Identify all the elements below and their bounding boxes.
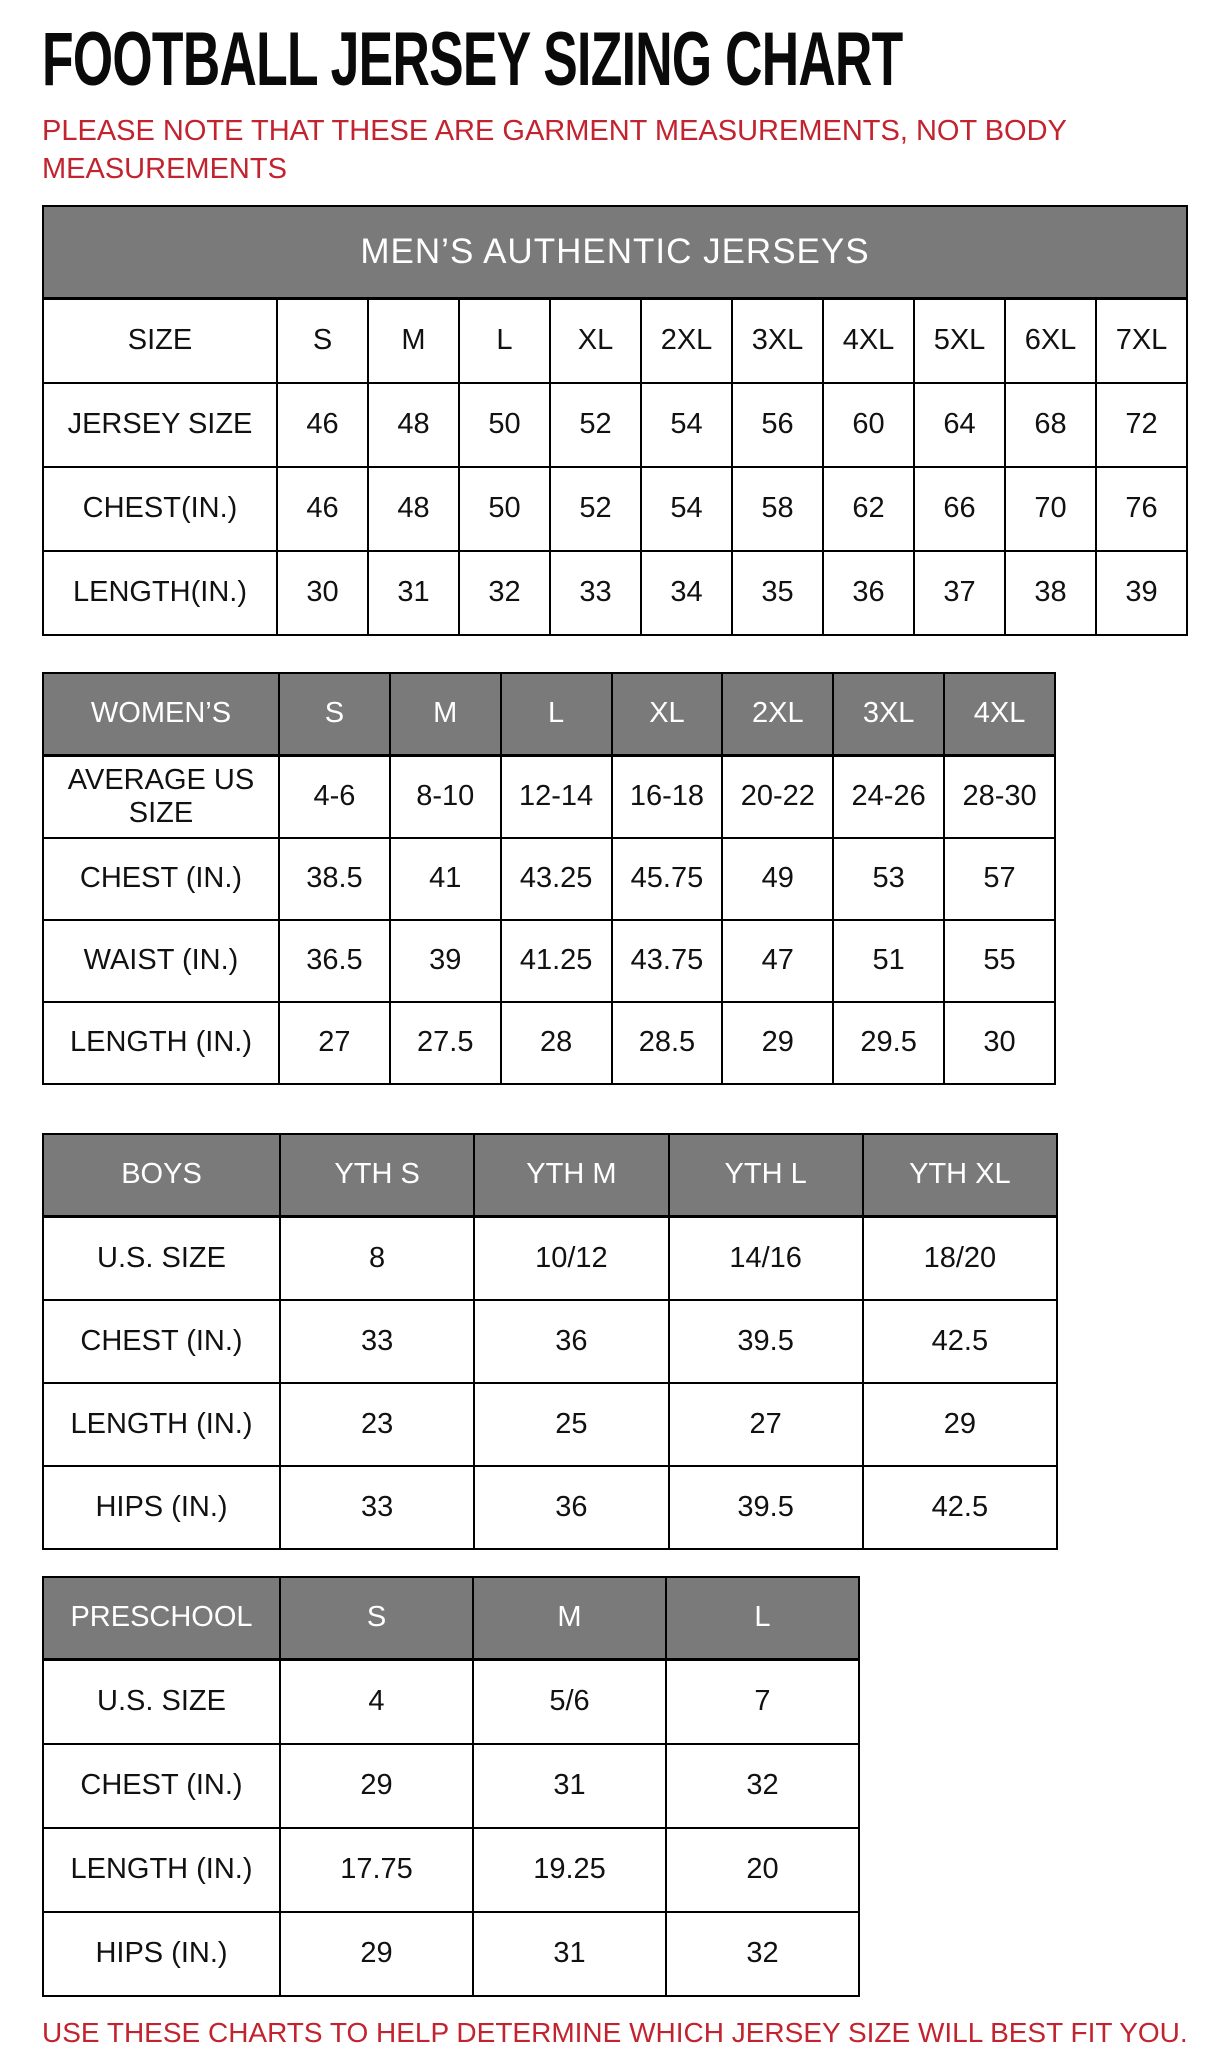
table-row: [43, 1466, 1057, 1549]
value-cell: 34: [641, 551, 732, 635]
value-cell: 14/16: [669, 1216, 863, 1300]
table-row: [43, 920, 1055, 1002]
page-title: FOOTBALL JERSEY SIZING CHART: [42, 17, 903, 102]
column-header: 2XL: [722, 673, 833, 756]
column-header: L: [501, 673, 612, 756]
column-header: 5XL: [914, 298, 1005, 383]
value-cell: 12-14: [501, 755, 612, 838]
value-cell: 36: [474, 1300, 668, 1383]
mens-table-container: [42, 205, 1192, 636]
table-row: [43, 1300, 1057, 1383]
womens-table: [42, 672, 1056, 1085]
row-label: HIPS (IN.): [43, 1912, 280, 1996]
womens-header-label: WOMEN’S: [43, 673, 279, 756]
column-header: YTH S: [280, 1134, 474, 1217]
garment-measurements-note: PLEASE NOTE THAT THESE ARE GARMENT MEASUREMENTS, NOT BODY MEASUREMENTS: [42, 115, 1067, 186]
value-cell: 33: [280, 1466, 474, 1549]
column-header: YTH M: [474, 1134, 668, 1217]
value-cell: 48: [368, 383, 459, 467]
value-cell: 48: [368, 467, 459, 551]
table-row: [43, 383, 1187, 467]
row-label: CHEST (IN.): [43, 1300, 280, 1383]
boys-header-label: BOYS: [43, 1134, 280, 1217]
value-cell: 45.75: [612, 838, 723, 920]
value-cell: 8-10: [390, 755, 501, 838]
column-header: S: [280, 1577, 473, 1660]
value-cell: 41: [390, 838, 501, 920]
value-cell: 32: [459, 551, 550, 635]
table-row: [43, 755, 1055, 838]
value-cell: 20-22: [722, 755, 833, 838]
preschool-table-container: [42, 1576, 1192, 1997]
column-header: L: [459, 298, 550, 383]
value-cell: 57: [944, 838, 1055, 920]
value-cell: 5/6: [473, 1659, 666, 1744]
value-cell: 35: [732, 551, 823, 635]
value-cell: 38.5: [279, 838, 390, 920]
value-cell: 43.75: [612, 920, 723, 1002]
value-cell: 50: [459, 383, 550, 467]
value-cell: 29: [280, 1912, 473, 1996]
value-cell: 28.5: [612, 1002, 723, 1084]
row-label: U.S. SIZE: [43, 1659, 280, 1744]
value-cell: 20: [666, 1828, 859, 1912]
value-cell: 27.5: [390, 1002, 501, 1084]
column-header: M: [473, 1577, 666, 1660]
value-cell: 39.5: [669, 1466, 863, 1549]
value-cell: 33: [280, 1300, 474, 1383]
value-cell: 43.25: [501, 838, 612, 920]
table-row: [43, 1216, 1057, 1300]
value-cell: 54: [641, 383, 732, 467]
row-label: WAIST (IN.): [43, 920, 279, 1002]
preschool-table: [42, 1576, 860, 1997]
value-cell: 46: [277, 467, 368, 551]
value-cell: 17.75: [280, 1828, 473, 1912]
value-cell: 50: [459, 467, 550, 551]
value-cell: 24-26: [833, 755, 944, 838]
row-label: CHEST (IN.): [43, 1744, 280, 1828]
womens-table-container: [42, 672, 1192, 1085]
mens-authentic-jerseys-banner: MEN’S AUTHENTIC JERSEYS: [43, 206, 1187, 299]
value-cell: 23: [280, 1383, 474, 1466]
value-cell: 54: [641, 467, 732, 551]
column-header: 4XL: [823, 298, 914, 383]
column-header: M: [390, 673, 501, 756]
row-label: U.S. SIZE: [43, 1216, 280, 1300]
value-cell: 30: [944, 1002, 1055, 1084]
column-header: YTH L: [669, 1134, 863, 1217]
column-header: S: [277, 298, 368, 383]
value-cell: 64: [914, 383, 1005, 467]
column-header: 7XL: [1096, 298, 1187, 383]
value-cell: 37: [914, 551, 1005, 635]
value-cell: 70: [1005, 467, 1096, 551]
row-label: LENGTH(IN.): [43, 551, 277, 635]
value-cell: 29: [722, 1002, 833, 1084]
value-cell: 42.5: [863, 1300, 1057, 1383]
value-cell: 38: [1005, 551, 1096, 635]
value-cell: 30: [277, 551, 368, 635]
value-cell: 18/20: [863, 1216, 1057, 1300]
value-cell: 49: [722, 838, 833, 920]
column-header: YTH XL: [863, 1134, 1057, 1217]
value-cell: 27: [279, 1002, 390, 1084]
row-label: LENGTH (IN.): [43, 1383, 280, 1466]
value-cell: 29: [280, 1744, 473, 1828]
value-cell: 36.5: [279, 920, 390, 1002]
value-cell: 33: [550, 551, 641, 635]
table-row: [43, 551, 1187, 635]
mens-authentic-jerseys-table: [42, 205, 1188, 636]
value-cell: 16-18: [612, 755, 723, 838]
value-cell: 72: [1096, 383, 1187, 467]
table-row: [43, 1744, 859, 1828]
value-cell: 31: [368, 551, 459, 635]
boys-table-container: [42, 1133, 1192, 1550]
row-label: JERSEY SIZE: [43, 383, 277, 467]
value-cell: 32: [666, 1912, 859, 1996]
row-label: CHEST (IN.): [43, 838, 279, 920]
value-cell: 29: [863, 1383, 1057, 1466]
boys-table: [42, 1133, 1058, 1550]
value-cell: 8: [280, 1216, 474, 1300]
value-cell: 36: [823, 551, 914, 635]
value-cell: 29.5: [833, 1002, 944, 1084]
table-row: [43, 1002, 1055, 1084]
value-cell: 62: [823, 467, 914, 551]
column-header: S: [279, 673, 390, 756]
row-label: LENGTH (IN.): [43, 1002, 279, 1084]
value-cell: 52: [550, 383, 641, 467]
value-cell: 56: [732, 383, 823, 467]
value-cell: 10/12: [474, 1216, 668, 1300]
value-cell: 39.5: [669, 1300, 863, 1383]
row-label: CHEST(IN.): [43, 467, 277, 551]
row-label: LENGTH (IN.): [43, 1828, 280, 1912]
table-row: [43, 1912, 859, 1996]
column-header: 4XL: [944, 673, 1055, 756]
value-cell: 60: [823, 383, 914, 467]
column-header: 6XL: [1005, 298, 1096, 383]
mens-authentic-jerseys-header-label: SIZE: [43, 298, 277, 383]
value-cell: 31: [473, 1912, 666, 1996]
column-header: 3XL: [732, 298, 823, 383]
table-row: [43, 1659, 859, 1744]
value-cell: 41.25: [501, 920, 612, 1002]
column-header: XL: [612, 673, 723, 756]
value-cell: 55: [944, 920, 1055, 1002]
value-cell: 39: [390, 920, 501, 1002]
table-row: [43, 838, 1055, 920]
column-header: M: [368, 298, 459, 383]
value-cell: 58: [732, 467, 823, 551]
value-cell: 76: [1096, 467, 1187, 551]
table-row: [43, 1828, 859, 1912]
value-cell: 27: [669, 1383, 863, 1466]
value-cell: 28: [501, 1002, 612, 1084]
value-cell: 31: [473, 1744, 666, 1828]
value-cell: 68: [1005, 383, 1096, 467]
value-cell: 7: [666, 1659, 859, 1744]
value-cell: 47: [722, 920, 833, 1002]
value-cell: 66: [914, 467, 1005, 551]
value-cell: 32: [666, 1744, 859, 1828]
sizing-chart-page: [42, 17, 1192, 2051]
column-header: 3XL: [833, 673, 944, 756]
table-row: [43, 1383, 1057, 1466]
best-fit-note: USE THESE CHARTS TO HELP DETERMINE WHICH JERSEY SIZE WILL BEST FIT YOU.: [42, 2016, 1188, 2048]
value-cell: 39: [1096, 551, 1187, 635]
column-header: 2XL: [641, 298, 732, 383]
value-cell: 25: [474, 1383, 668, 1466]
row-label: AVERAGE US SIZE: [43, 755, 279, 838]
preschool-header-label: PRESCHOOL: [43, 1577, 280, 1660]
row-label: HIPS (IN.): [43, 1466, 280, 1549]
column-header: L: [666, 1577, 859, 1660]
value-cell: 4: [280, 1659, 473, 1744]
value-cell: 4-6: [279, 755, 390, 838]
value-cell: 19.25: [473, 1828, 666, 1912]
value-cell: 53: [833, 838, 944, 920]
value-cell: 42.5: [863, 1466, 1057, 1549]
value-cell: 52: [550, 467, 641, 551]
value-cell: 28-30: [944, 755, 1055, 838]
value-cell: 51: [833, 920, 944, 1002]
column-header: XL: [550, 298, 641, 383]
value-cell: 46: [277, 383, 368, 467]
table-row: [43, 467, 1187, 551]
value-cell: 36: [474, 1466, 668, 1549]
